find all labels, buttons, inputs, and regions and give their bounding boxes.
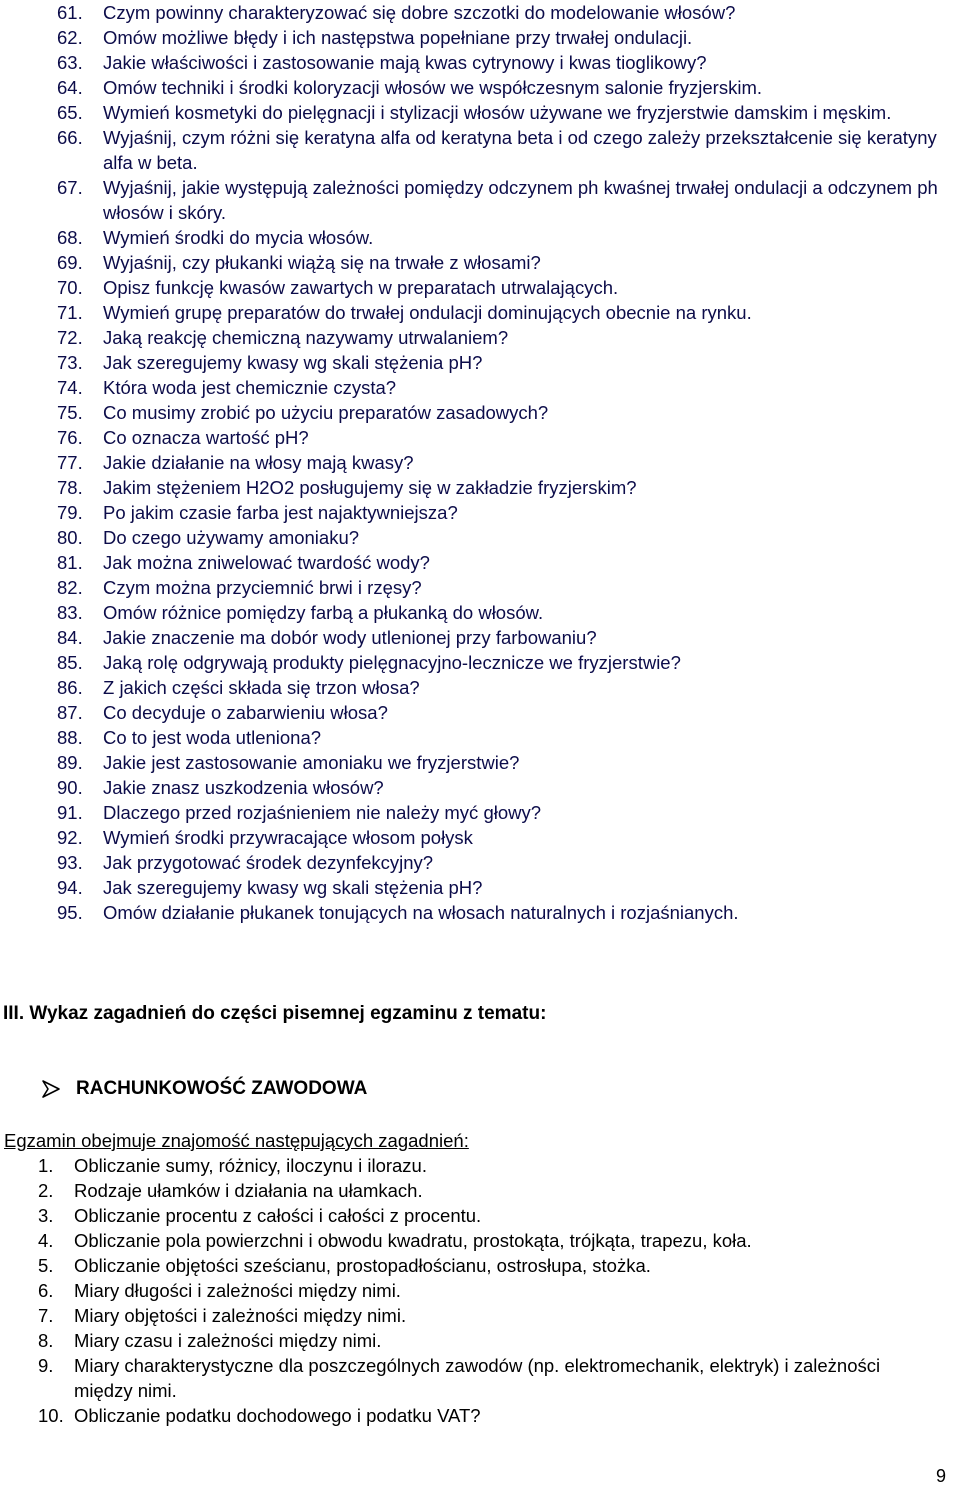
question-text: Omów techniki i środki koloryzacji włosów we współczesnym salonie fryzjerskim.	[103, 77, 762, 98]
topic-item	[38, 1328, 938, 1353]
question-number: 82.	[57, 577, 83, 598]
question-item	[57, 475, 957, 500]
question-number: 92.	[57, 827, 83, 848]
question-text: Jakim stężeniem H2O2 posługujemy się w zakładzie fryzjerskim?	[103, 477, 637, 498]
question-number: 78.	[57, 477, 83, 498]
subject-row	[40, 1077, 367, 1101]
question-item	[57, 500, 957, 525]
question-text: Dlaczego przed rozjaśnieniem nie należy myć głowy?	[103, 802, 542, 823]
question-item	[57, 325, 957, 350]
question-number: 75.	[57, 402, 83, 423]
question-number: 73.	[57, 352, 83, 373]
topic-number: 2.	[38, 1180, 54, 1201]
question-text: Jak można zniwelować twardość wody?	[103, 552, 430, 573]
question-number: 93.	[57, 852, 83, 873]
question-item	[57, 300, 957, 325]
question-text: Jakie znasz uszkodzenia włosów?	[103, 777, 384, 798]
question-number: 64.	[57, 77, 83, 98]
question-text: Wyjaśnij, czym różni się keratyna alfa od keratyna beta i od czego zależy przekształcenie się keratyny alfa w beta.	[103, 127, 937, 173]
question-item	[57, 450, 957, 475]
topic-text: Miary długości i zależności między nimi.	[74, 1280, 401, 1301]
question-number: 81.	[57, 552, 83, 573]
question-text: Jak przygotować środek dezynfekcyjny?	[103, 852, 434, 873]
question-text: Jakie właściwości i zastosowanie mają kwas cytrynowy i kwas tioglikowy?	[103, 52, 707, 73]
topic-text: Obliczanie objętości sześcianu, prostopadłościanu, ostrosłupa, stożka.	[74, 1255, 651, 1276]
topic-number: 3.	[38, 1205, 54, 1226]
question-number: 90.	[57, 777, 83, 798]
topic-text: Obliczanie procentu z całości i całości z procentu.	[74, 1205, 482, 1226]
topic-item	[38, 1403, 938, 1428]
scope-heading: Egzamin obejmuje znajomość następujących zagadnień:	[4, 1130, 469, 1151]
topic-item	[38, 1228, 938, 1253]
question-item	[57, 625, 957, 650]
question-text: Czym można przyciemnić brwi i rzęsy?	[103, 577, 422, 598]
question-item	[57, 650, 957, 675]
topic-item	[38, 1278, 938, 1303]
question-text: Jak szeregujemy kwasy wg skali stężenia pH?	[103, 352, 483, 373]
question-number: 80.	[57, 527, 83, 548]
topic-item	[38, 1178, 938, 1203]
question-item	[57, 425, 957, 450]
question-number: 86.	[57, 677, 83, 698]
question-text: Jakie znaczenie ma dobór wody utlenionej przy farbowaniu?	[103, 627, 597, 648]
question-item	[57, 400, 957, 425]
question-text: Omów różnice pomiędzy farbą a płukanką do włosów.	[103, 602, 544, 623]
question-item	[57, 275, 957, 300]
question-text: Wymień środki przywracające włosom połysk	[103, 827, 473, 848]
question-number: 69.	[57, 252, 83, 273]
question-item	[57, 50, 957, 75]
question-text: Po jakim czasie farba jest najaktywniejsza?	[103, 502, 458, 523]
question-number: 85.	[57, 652, 83, 673]
question-text: Jaką rolę odgrywają produkty pielęgnacyjno-lecznicze we fryzjerstwie?	[103, 652, 681, 673]
question-number: 87.	[57, 702, 83, 723]
topic-item	[38, 1253, 938, 1278]
question-text: Jakie jest zastosowanie amoniaku we fryzjerstwie?	[103, 752, 520, 773]
question-item	[57, 525, 957, 550]
topic-item	[38, 1203, 938, 1228]
question-text: Omów działanie płukanek tonujących na włosach naturalnych i rozjaśnianych.	[103, 902, 739, 923]
question-number: 94.	[57, 877, 83, 898]
subject-title: RACHUNKOWOŚĆ ZAWODOWA	[76, 1078, 368, 1099]
question-item	[57, 250, 957, 275]
question-item	[57, 675, 957, 700]
question-item	[57, 800, 957, 825]
topic-number: 7.	[38, 1305, 54, 1326]
topic-number: 8.	[38, 1330, 54, 1351]
question-text: Jak szeregujemy kwasy wg skali stężenia pH?	[103, 877, 483, 898]
question-list	[57, 0, 957, 925]
topic-list	[38, 1153, 938, 1428]
topic-item	[38, 1153, 938, 1178]
topic-text: Miary charakterystyczne dla poszczególnych zawodów (np. elektromechanik, elektryk) i zależności między nimi.	[74, 1355, 881, 1401]
topic-text: Miary czasu i zależności między nimi.	[74, 1330, 382, 1351]
topic-number: 6.	[38, 1280, 54, 1301]
topic-number: 1.	[38, 1155, 54, 1176]
question-item	[57, 750, 957, 775]
question-item	[57, 775, 957, 800]
question-text: Wyjaśnij, czy płukanki wiążą się na trwałe z włosami?	[103, 252, 541, 273]
question-number: 79.	[57, 502, 83, 523]
question-item	[57, 225, 957, 250]
question-number: 67.	[57, 177, 83, 198]
question-number: 89.	[57, 752, 83, 773]
question-text: Co decyduje o zabarwieniu włosa?	[103, 702, 388, 723]
topic-item	[38, 1353, 938, 1403]
topic-item	[38, 1303, 938, 1328]
question-number: 76.	[57, 427, 83, 448]
question-number: 68.	[57, 227, 83, 248]
topic-number: 4.	[38, 1230, 54, 1251]
topic-text: Obliczanie podatku dochodowego i podatku VAT?	[74, 1405, 481, 1426]
question-item	[57, 25, 957, 50]
question-item	[57, 175, 957, 225]
question-number: 83.	[57, 602, 83, 623]
question-item	[57, 125, 957, 175]
question-item	[57, 850, 957, 875]
question-item	[57, 350, 957, 375]
question-item	[57, 725, 957, 750]
question-number: 74.	[57, 377, 83, 398]
question-number: 66.	[57, 127, 83, 148]
question-number: 61.	[57, 2, 83, 23]
question-text: Czym powinny charakteryzować się dobre szczotki do modelowanie włosów?	[103, 2, 736, 23]
question-text: Jakie działanie na włosy mają kwasy?	[103, 452, 414, 473]
question-text: Do czego używamy amoniaku?	[103, 527, 360, 548]
topic-number: 10.	[38, 1405, 64, 1426]
question-text: Która woda jest chemicznie czysta?	[103, 377, 397, 398]
question-number: 84.	[57, 627, 83, 648]
question-text: Omów możliwe błędy i ich następstwa popełniane przy trwałej ondulacji.	[103, 27, 693, 48]
question-number: 70.	[57, 277, 83, 298]
section-heading: III. Wykaz zagadnień do części pisemnej egzaminu z tematu:	[3, 1003, 547, 1024]
page-number: 9	[935, 1466, 946, 1486]
question-item	[57, 0, 957, 25]
arrowhead-bullet-icon	[40, 1078, 62, 1100]
question-text: Opisz funkcję kwasów zawartych w preparatach utrwalających.	[103, 277, 619, 298]
question-item	[57, 875, 957, 900]
question-number: 72.	[57, 327, 83, 348]
question-number: 77.	[57, 452, 83, 473]
question-text: Co musimy zrobić po użyciu preparatów zasadowych?	[103, 402, 549, 423]
question-number: 62.	[57, 27, 83, 48]
question-item	[57, 825, 957, 850]
question-text: Wymień grupę preparatów do trwałej ondulacji dominujących obecnie na rynku.	[103, 302, 752, 323]
question-number: 65.	[57, 102, 83, 123]
topic-text: Obliczanie sumy, różnicy, iloczynu i ilorazu.	[74, 1155, 427, 1176]
question-item	[57, 575, 957, 600]
question-item	[57, 600, 957, 625]
question-text: Wymień środki do mycia włosów.	[103, 227, 374, 248]
topic-number: 5.	[38, 1255, 54, 1276]
question-item	[57, 75, 957, 100]
question-item	[57, 375, 957, 400]
question-number: 95.	[57, 902, 83, 923]
question-number: 88.	[57, 727, 83, 748]
question-item	[57, 100, 957, 125]
question-text: Wyjaśnij, jakie występują zależności pomiędzy odczynem ph kwaśnej trwałej ondulacji a odczynem ph włosów i skóry.	[103, 177, 938, 223]
question-text: Wymień kosmetyki do pielęgnacji i stylizacji włosów używane we fryzjerstwie damskim i męskim.	[103, 102, 892, 123]
question-text: Z jakich części składa się trzon włosa?	[103, 677, 420, 698]
question-number: 71.	[57, 302, 83, 323]
question-text: Co oznacza wartość pH?	[103, 427, 309, 448]
question-number: 91.	[57, 802, 83, 823]
question-item	[57, 900, 957, 925]
topic-number: 9.	[38, 1355, 54, 1376]
question-text: Jaką reakcję chemiczną nazywamy utrwalaniem?	[103, 327, 509, 348]
question-text: Co to jest woda utleniona?	[103, 727, 322, 748]
topic-text: Miary objętości i zależności między nimi.	[74, 1305, 407, 1326]
topic-text: Rodzaje ułamków i działania na ułamkach.	[74, 1180, 423, 1201]
question-item	[57, 550, 957, 575]
question-number: 63.	[57, 52, 83, 73]
question-item	[57, 700, 957, 725]
topic-text: Obliczanie pola powierzchni i obwodu kwadratu, prostokąta, trójkąta, trapezu, koła.	[74, 1230, 752, 1251]
